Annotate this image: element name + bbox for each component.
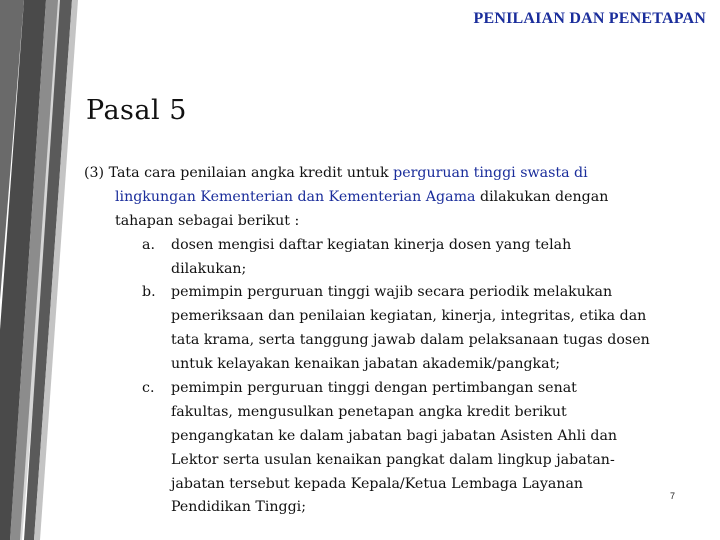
list-item-continuation: untuk kelayakan kenaikan jabatan akademik/pangkat;: [171, 356, 561, 373]
list-item-text: pemimpin perguruan tinggi dengan pertimbangan senat: [171, 380, 577, 397]
paragraph-text: (3) Tata cara penilaian angka kredit untuk: [84, 165, 394, 181]
list-item-continuation: pemeriksaan dan penilaian kegiatan, kinerja, integritas, etika dan: [171, 308, 647, 325]
list-item-continuation: pengangkatan ke dalam jabatan bagi jabatan Asisten Ahli dan: [171, 427, 618, 444]
highlight-text: perguruan tinggi swasta di: [393, 165, 588, 181]
list-item-c: [84, 377, 714, 401]
slide-header-title: PENILAIAN DAN PENETAPAN: [473, 10, 706, 27]
list-item-continuation: tata krama, serta tanggung jawab dalam pelaksanaan tugas dosen: [171, 332, 650, 349]
list-item-text: pemimpin perguruan tinggi wajib secara periodik melakukan: [171, 284, 613, 301]
list-item-continuation: Pendidikan Tinggi;: [171, 499, 307, 516]
list-item-continuation: jabatan tersebut kepada Kepala/Ketua Lembaga Layanan: [171, 475, 584, 492]
paragraph-line-3: tahapan sebagai berikut :: [115, 212, 300, 229]
paragraph-text: dilakukan dengan: [475, 188, 609, 205]
list-item-b: [84, 281, 714, 305]
paragraph-line-2: [84, 186, 714, 210]
page-number: 7: [670, 491, 676, 501]
highlight-text: lingkungan Kementerian dan Kementerian Agama: [115, 188, 476, 205]
decorative-stripes: [0, 0, 90, 540]
list-item-continuation: Lektor serta usulan kenaikan pangkat dalam lingkup jabatan-: [171, 451, 615, 468]
list-marker: b.: [142, 284, 156, 301]
list-item-continuation: dilakukan;: [171, 260, 247, 277]
slide-heading: Pasal 5: [86, 95, 187, 126]
list-item-text: dosen mengisi daftar kegiatan kinerja dosen yang telah: [171, 236, 572, 253]
slide-body: [84, 162, 714, 520]
list-marker: a.: [142, 236, 155, 253]
paragraph-line-1: [84, 162, 714, 186]
list-item-a: [84, 234, 714, 258]
list-marker: c.: [142, 380, 155, 397]
list-item-continuation: fakultas, mengusulkan penetapan angka kredit berikut: [171, 403, 567, 420]
